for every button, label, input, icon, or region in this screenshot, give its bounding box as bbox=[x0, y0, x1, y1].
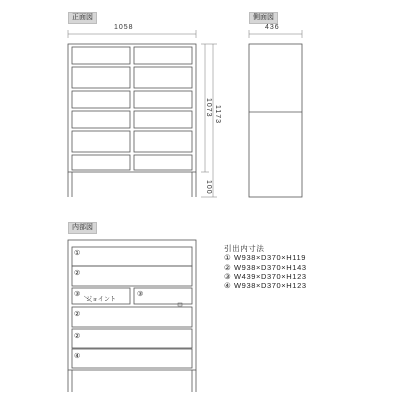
front-view-title: 正面図 bbox=[68, 12, 97, 24]
inner-drawer-label-2c: ② bbox=[74, 333, 81, 340]
spec-title: 引出内寸法 bbox=[224, 244, 265, 253]
spec-row: ① W938×D370×H119 bbox=[224, 253, 307, 263]
front-view bbox=[68, 30, 217, 197]
inner-view-title: 内部図 bbox=[68, 222, 97, 234]
inner-drawer-label-2b: ② bbox=[74, 311, 81, 318]
side-view-title: 側面図 bbox=[249, 12, 278, 24]
inner-height-dimension: 1073 bbox=[205, 98, 212, 118]
front-width-dimension: 1058 bbox=[114, 24, 134, 31]
inner-drawer-label-4: ④ bbox=[74, 353, 81, 360]
inner-drawer-label-3b: ③ bbox=[137, 291, 144, 298]
spec-row: ③ W439×D370×H123 bbox=[224, 271, 307, 281]
inner-drawer-label-2a: ② bbox=[74, 270, 81, 277]
drawer-spec-list bbox=[224, 244, 307, 290]
joint-label: ジョイント bbox=[86, 297, 116, 303]
inner-view bbox=[68, 240, 196, 392]
side-cabinet bbox=[249, 44, 302, 197]
spec-row: ④ W938×D370×H123 bbox=[224, 281, 307, 291]
inner-drawer-label-1: ① bbox=[74, 250, 81, 257]
inner-drawer-label-3a: ③ bbox=[74, 291, 81, 298]
side-view bbox=[249, 30, 302, 197]
inner-cabinet bbox=[68, 240, 196, 370]
base-height-dimension: 100 bbox=[205, 180, 212, 195]
side-width-dimension: 436 bbox=[265, 24, 280, 31]
spec-row: ② W938×D370×H143 bbox=[224, 262, 307, 272]
total-height-dimension: 1173 bbox=[214, 105, 221, 125]
